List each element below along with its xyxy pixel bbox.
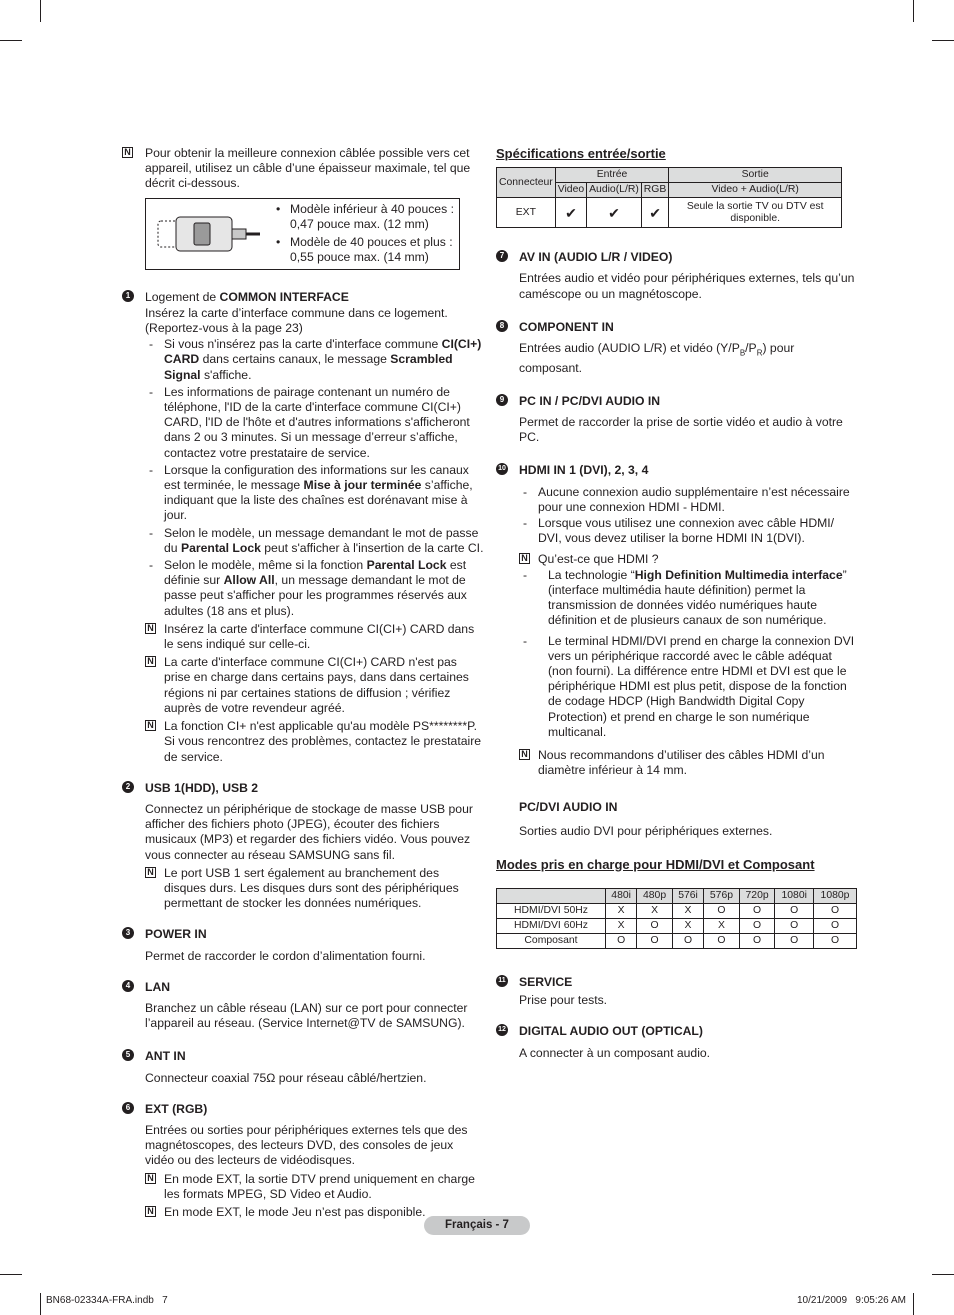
crop-mark <box>913 0 914 22</box>
crop-mark <box>0 40 22 41</box>
note: N En mode EXT, le mode Jeu n’est pas disponible. <box>122 1205 484 1220</box>
number-badge: 7 <box>496 250 508 262</box>
cable-spec-item: • Modèle de 40 pouces et plus : 0,55 pouce max. (14 mm) <box>272 235 460 265</box>
table-cell: O <box>739 933 775 948</box>
table-header: Audio(L/R) <box>587 183 642 198</box>
item-title: LAN <box>145 979 171 994</box>
note-icon <box>145 1206 156 1217</box>
note-icon <box>519 553 530 564</box>
table-cell: O <box>814 933 857 948</box>
item-common-interface <box>122 290 484 337</box>
table-header: Sortie <box>669 168 842 183</box>
table-cell: O <box>775 903 814 918</box>
item-component-in <box>496 320 858 376</box>
table-header: Connecteur <box>497 168 556 198</box>
note: N Insérez la carte d'interface commune CI(CI+) CARD dans le sens indiqué sur celle-ci. <box>122 622 484 652</box>
crop-mark <box>932 40 954 41</box>
table-cell: X <box>704 918 740 933</box>
item-desc: Permet de raccorder le cordon d’alimentation fourni. <box>145 948 426 963</box>
note: N Qu’est-ce que HDMI ? <box>496 552 858 567</box>
table-cell: O <box>637 918 673 933</box>
table-cell: O <box>739 918 775 933</box>
row-label: Composant <box>497 933 606 948</box>
note: N En mode EXT, la sortie DTV prend uniquement en charge les formats MPEG, SD Video et Audio. <box>122 1172 484 1202</box>
table-row <box>497 903 857 918</box>
number-badge: 9 <box>496 394 508 406</box>
check-icon: ✔ <box>641 198 669 228</box>
table-header: Entrée <box>555 168 669 183</box>
crop-mark <box>932 1274 954 1275</box>
item-desc: Entrées audio (AUDIO L/R) et vidéo $(Y/P_B/P_R)$ pour composant. <box>519 341 795 375</box>
list-item: - Selon le modèle, un message demandant le mot de passe du Parental Lock peut s'afficher à l'insertion de la carte CI. <box>122 526 484 556</box>
item-desc: Permet de raccorder la prise de sortie vidéo et audio à votre PC. <box>519 415 843 445</box>
table-header <box>497 888 606 903</box>
table-cell: X <box>637 903 673 918</box>
table-header: 576i <box>672 888 703 903</box>
item-title: PC/DVI AUDIO IN <box>519 800 618 815</box>
item-title: AV IN (AUDIO L/R / VIDEO) <box>519 250 673 265</box>
note-icon <box>122 147 133 158</box>
intro-note <box>122 146 484 192</box>
note-icon <box>145 656 156 667</box>
item-ant-in <box>122 1049 484 1085</box>
cable-spec-item: • Modèle inférieur à 40 pouces : 0,47 pouce max. (12 mm) <box>272 202 460 232</box>
intro-note-text: Pour obtenir la meilleure connexion câblée possible vers cet appareil, utilisez un câble d’une épaisseur maximale, tel que décrit ci-dessous. <box>145 146 471 191</box>
item-title: SERVICE <box>519 974 573 989</box>
number-badge: 3 <box>122 927 134 939</box>
number-badge: 4 <box>122 980 134 992</box>
modes-table <box>496 888 857 949</box>
section-heading: Spécifications entrée/sortie <box>496 146 666 161</box>
item-title: EXT (RGB) <box>145 1101 208 1116</box>
note-icon <box>145 623 156 634</box>
number-badge: 8 <box>496 320 508 332</box>
crop-mark <box>40 0 41 22</box>
item-title: HDMI IN 1 (DVI), 2, 3, 4 <box>519 463 649 478</box>
table-header: RGB <box>641 183 669 198</box>
table-row <box>497 933 857 948</box>
list-item: - Lorsque vous utilisez une connexion avec câble HDMI/ DVI, vous devez utiliser la borne HDMI IN 1(DVI). <box>496 516 858 546</box>
item-desc: Entrées ou sorties pour périphériques externes tels que des magnétoscopes, des lecteurs DVD, des consoles de jeux vidéo ou des lecteurs de vidéodisques. <box>145 1122 468 1168</box>
table-cell: O <box>704 933 740 948</box>
item-desc: Prise pour tests. <box>519 993 608 1008</box>
item-usb <box>122 781 484 863</box>
cable-diagram-box <box>145 198 460 270</box>
check-icon: ✔ <box>587 198 642 228</box>
cable-plug-icon <box>150 203 270 267</box>
item-desc: A connecter à un composant audio. <box>519 1045 711 1060</box>
check-icon: ✔ <box>555 198 586 228</box>
table-header: 480p <box>637 888 673 903</box>
table-cell: O <box>739 903 775 918</box>
number-badge: 2 <box>122 781 134 793</box>
item-desc: Branchez un câble réseau (LAN) sur ce port pour connecter l’appareil au réseau. (Service Internet@TV de SAMSUNG). <box>145 1000 468 1031</box>
table-cell: O <box>606 933 637 948</box>
table-header: 480i <box>606 888 637 903</box>
item-pc-in <box>496 394 858 446</box>
crop-mark <box>40 1293 41 1315</box>
item-title: Logement de COMMON INTERFACE <box>145 289 349 304</box>
note-icon <box>145 1173 156 1184</box>
table-cell: O <box>814 903 857 918</box>
table-cell: X <box>672 903 703 918</box>
item-ext-rgb <box>122 1102 484 1169</box>
section-heading: Modes pris en charge pour HDMI/DVI et Composant <box>496 856 815 872</box>
list-item: - Si vous n'insérez pas la carte d'interface commune CI(CI+) CARD dans certains canaux, le message Scrambled Signal s'affiche. <box>122 337 484 383</box>
list-item: - Les informations de pairage contenant un numéro de téléphone, l'ID de la carte d'interface commune CI(CI+) CARD, l'ID de l'hôte et d'autres informations s'afficheront dans 2 ou 3 minutes. Si un message d’erreur s’affiche, contactez votre prestataire de service. <box>122 385 484 461</box>
table-cell: O <box>672 933 703 948</box>
table-header: 720p <box>739 888 775 903</box>
note-icon <box>145 867 156 878</box>
cable-spec-list <box>272 202 460 266</box>
number-badge: 12 <box>496 1024 508 1036</box>
note-icon <box>145 720 156 731</box>
list-item: - Lorsque la configuration des informations sur les canaux est terminée, le message Mise à jour terminée s’affiche, indiquant que la liste des chaînes est dorénavant mise à jour. <box>122 463 484 524</box>
table-cell: O <box>775 918 814 933</box>
table-header: 576p <box>704 888 740 903</box>
number-badge: 5 <box>122 1049 134 1061</box>
crop-mark <box>913 1293 914 1315</box>
left-column <box>122 146 484 1220</box>
item-title: USB 1(HDD), USB 2 <box>145 780 259 795</box>
table-cell: Seule la sortie TV ou DTV est disponible. <box>669 198 842 228</box>
table-header: Video <box>555 183 586 198</box>
table-cell: X <box>672 918 703 933</box>
item-service <box>496 975 858 1008</box>
item-desc: Connectez un périphérique de stockage de masse USB pour afficher des fichiers photo (JPEG), écouter des fichiers musicaux (MP3) et regarder des fichiers vidéo. Vous pouvez vous connecter au réseau SAMSUNG sans fil. <box>145 801 473 862</box>
number-badge: 1 <box>122 290 134 302</box>
note: N La carte d'interface commune CI(CI+) CARD n'est pas prise en charge dans certains pays, dans dans certaines régions ni par certaines stations de diffusion ; vérifiez auprès de votre revendeur agréé. <box>122 655 484 716</box>
table-cell: O <box>704 903 740 918</box>
list-item: - Selon le modèle, même si la fonction Parental Lock est définie sur Allow All, un message demandant le mot de passe peut s'afficher pour les programmes réservés aux adultes (18 ans et plus). <box>122 558 484 619</box>
item-desc: Sorties audio DVI pour périphériques externes. <box>519 823 773 838</box>
item-hdmi-in <box>496 463 858 478</box>
table-header: Video + Audio(L/R) <box>669 183 842 198</box>
list-item: - Le terminal HDMI/DVI prend en charge la connexion DVI vers un périphérique raccordé avec le câble adéquat (non fourni). La différence entre HDMI et DVI est que le périphérique HDMI est plus petit, dispose de la fonction de codage HDCP (High Bandwidth Digital Copy Protection) et prend en charge le son numérique multicanal. <box>496 634 858 740</box>
item-title: PC IN / PC/DVI AUDIO IN <box>519 393 661 408</box>
item-digital-audio-out <box>496 1024 858 1060</box>
table-cell: O <box>775 933 814 948</box>
item-av-in <box>496 250 858 302</box>
table-cell: O <box>637 933 673 948</box>
number-badge: 10 <box>496 463 508 475</box>
row-label: HDMI/DVI 60Hz <box>497 918 606 933</box>
right-column <box>496 146 858 1061</box>
note: N Nous recommandons d’utiliser des câbles HDMI d’un diamètre inférieur à 14 mm. <box>496 748 858 778</box>
file-name: BN68-02334A-FRA.indb 7 <box>46 1295 168 1306</box>
number-badge: 6 <box>122 1102 134 1114</box>
list-item: - La technologie “High Definition Multimedia interface” (interface multimédia haute définition) permet la transmission de données vidéo numériques haute définition et de plusieurs canaux de son numérique. <box>496 568 858 629</box>
list-item: - Aucune connexion audio supplémentaire n’est nécessaire pour une connexion HDMI - HDMI. <box>496 485 858 515</box>
item-desc: Insérez la carte d’interface commune dans ce logement. (Reportez-vous à la page 23) <box>145 305 448 336</box>
io-spec-table <box>496 167 842 228</box>
row-label: HDMI/DVI 50Hz <box>497 903 606 918</box>
item-desc: Connecteur coaxial 75Ω pour réseau câblé/hertzien. <box>145 1070 427 1085</box>
note-icon <box>519 749 530 760</box>
crop-mark <box>0 1274 22 1275</box>
note: N La fonction CI+ n'est applicable qu'au modèle PS********P. Si vous rencontrez des problèmes, contactez le prestataire de service. <box>122 719 484 765</box>
number-badge: 11 <box>496 975 508 987</box>
item-title: COMPONENT IN <box>519 319 614 334</box>
print-date: 10/21/2009 9:05:26 AM <box>797 1295 906 1306</box>
table-cell: EXT <box>497 198 556 228</box>
table-cell: O <box>814 918 857 933</box>
item-title: POWER IN <box>145 927 207 942</box>
table-cell: X <box>606 903 637 918</box>
table-header: 1080p <box>814 888 857 903</box>
table-cell: X <box>606 918 637 933</box>
item-desc: Entrées audio et vidéo pour périphériques externes, tels qu’un caméscope ou un magnétoscope. <box>519 271 855 301</box>
item-power-in <box>122 927 484 963</box>
item-title: ANT IN <box>145 1049 186 1064</box>
item-title: DIGITAL AUDIO OUT (OPTICAL) <box>519 1024 703 1039</box>
note: N Le port USB 1 sert également au branchement des disques durs. Les disques durs sont des périphériques permettant de stocker les données numériques. <box>122 866 484 912</box>
table-header: 1080i <box>775 888 814 903</box>
page-number: Français - 7 <box>424 1216 530 1235</box>
item-lan <box>122 980 484 1032</box>
table-row <box>497 918 857 933</box>
